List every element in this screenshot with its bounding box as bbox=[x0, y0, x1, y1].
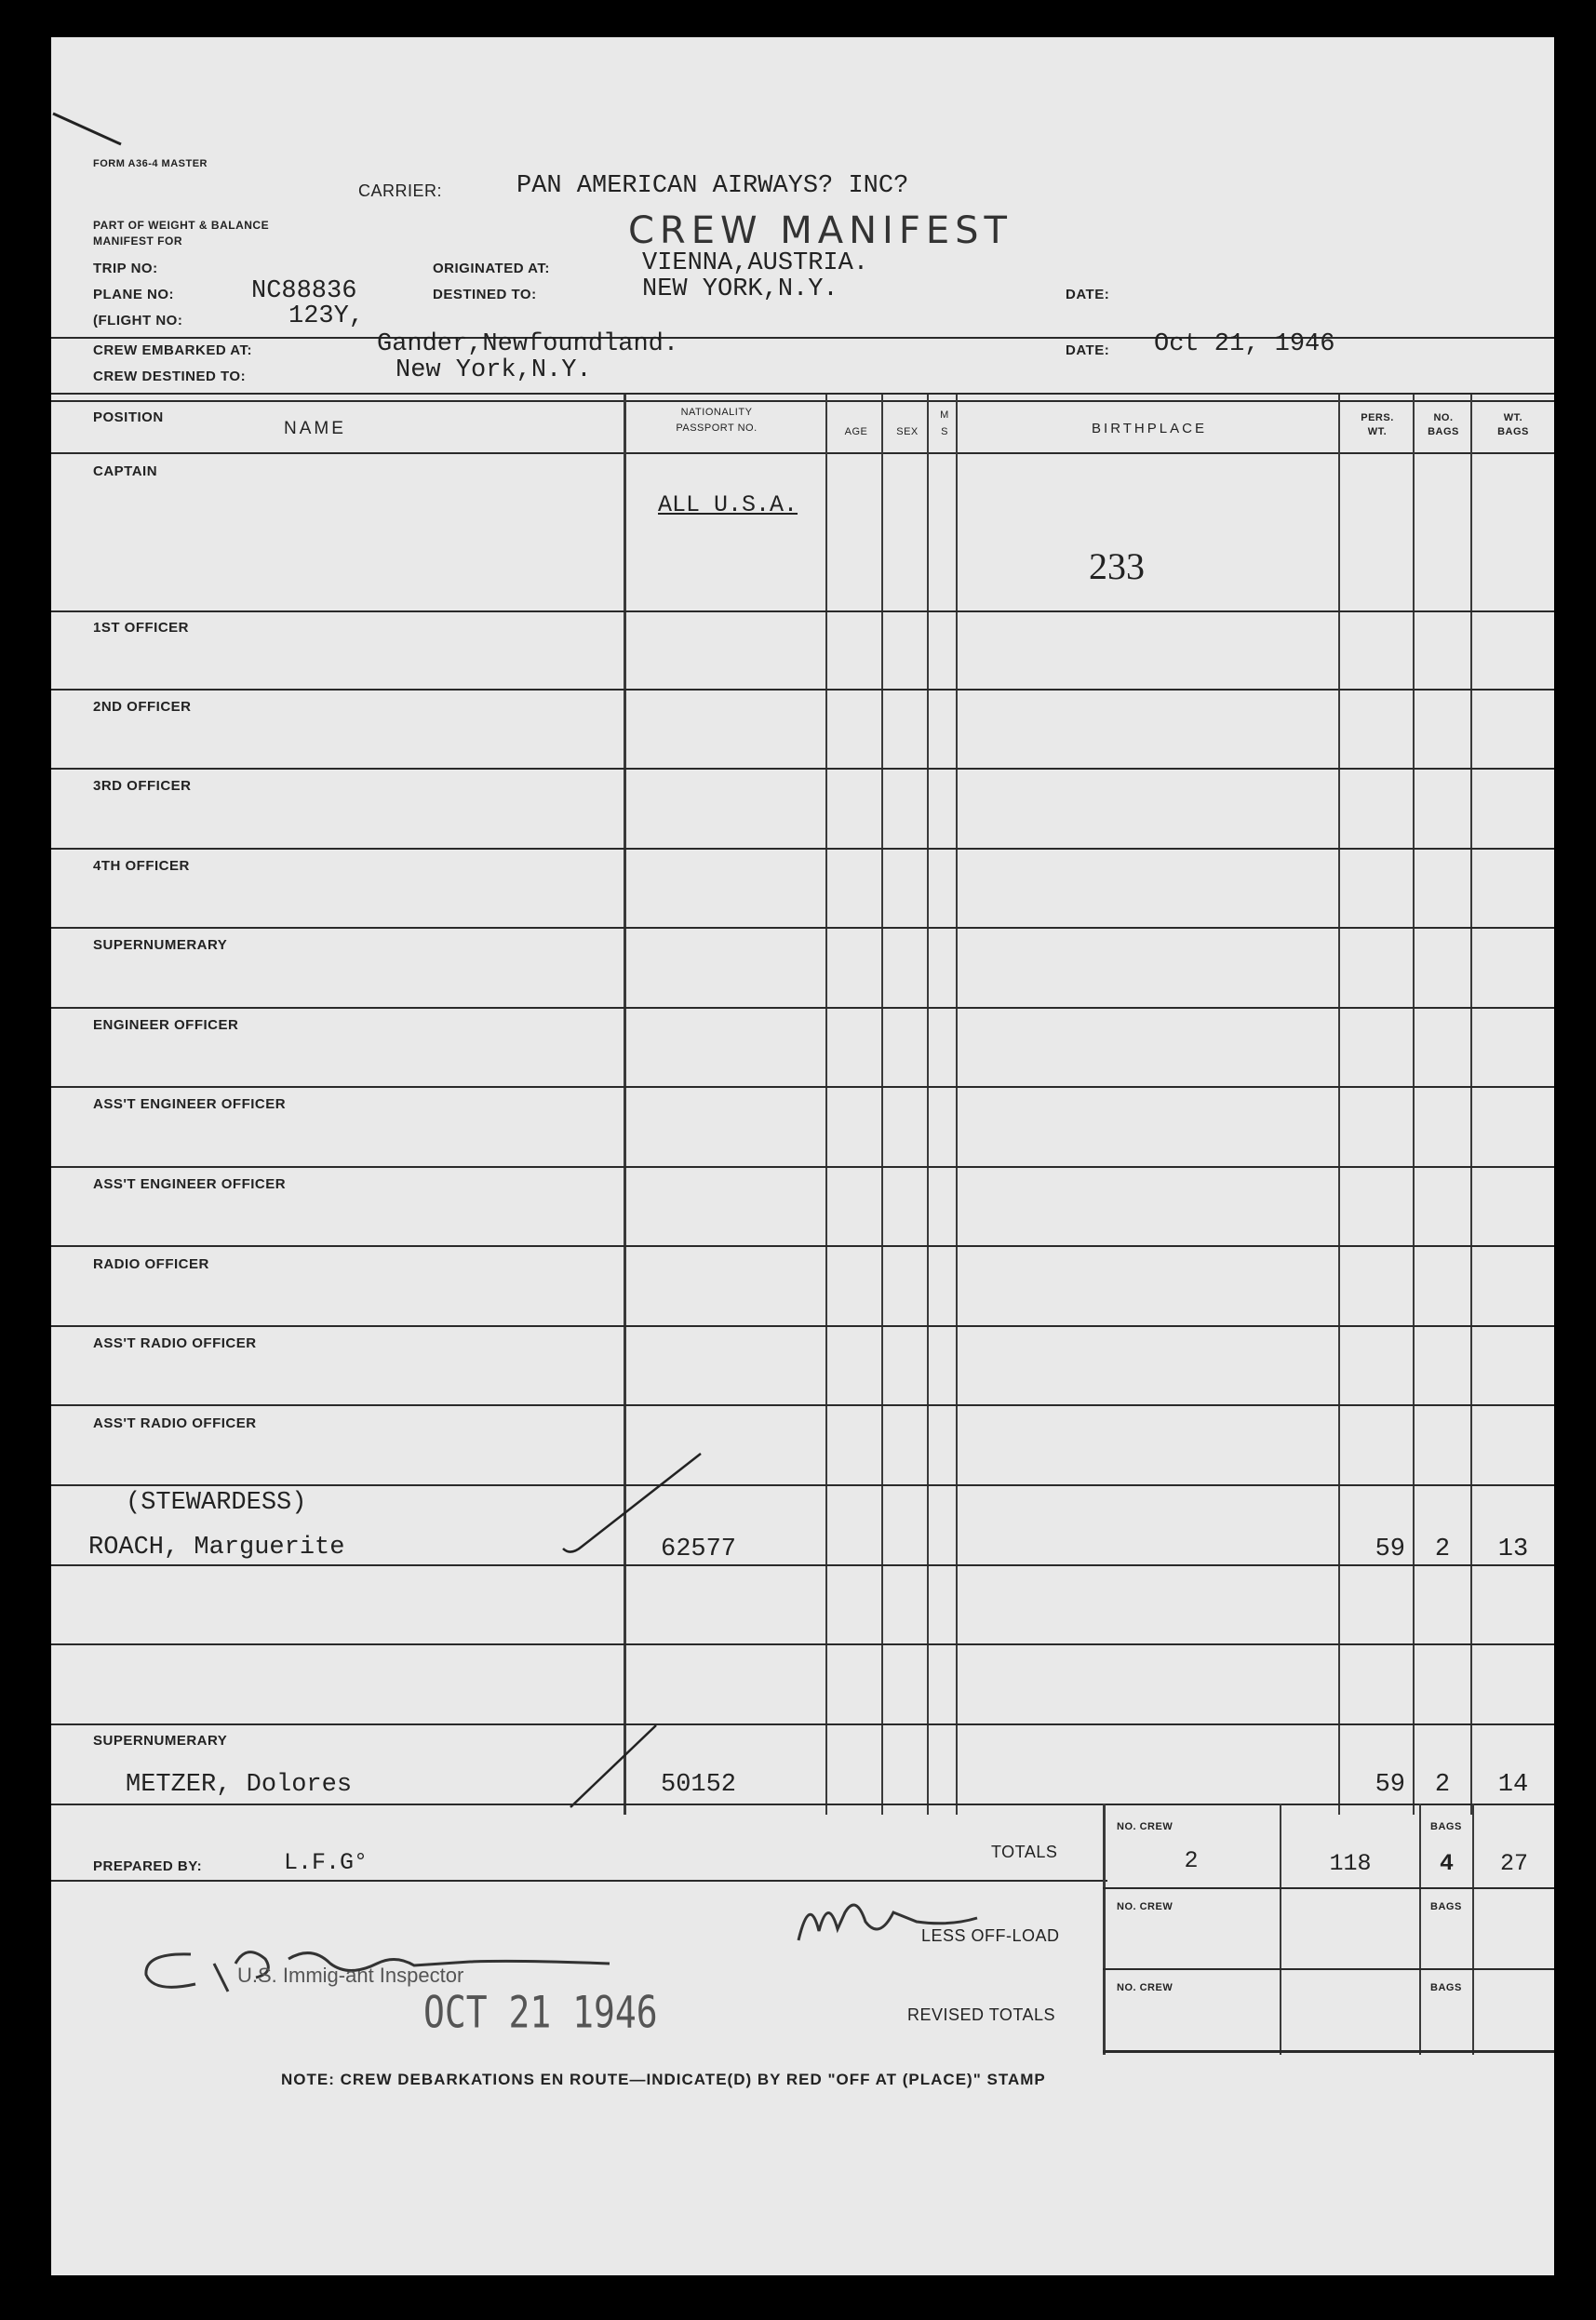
row-1st-officer: 1ST OFFICER bbox=[93, 620, 190, 636]
originated-label: ORIGINATED AT: bbox=[433, 261, 550, 276]
manifest-page bbox=[51, 37, 1554, 2275]
originated-value: VIENNA,AUSTRIA. bbox=[642, 249, 869, 277]
row-supernumerary-2: SUPERNUMERARY bbox=[93, 1733, 228, 1749]
col-ms-m: M bbox=[940, 409, 949, 421]
trip-label: TRIP NO: bbox=[93, 261, 158, 276]
row-asst-engineer-2: ASS'T ENGINEER OFFICER bbox=[93, 1176, 287, 1192]
destined-label: DESTINED TO: bbox=[433, 287, 537, 302]
stewardess-heading: (STEWARDESS) bbox=[126, 1489, 307, 1517]
row-2nd-officer: 2ND OFFICER bbox=[93, 699, 192, 715]
form-number: FORM A36-4 MASTER bbox=[93, 158, 208, 169]
vline-birthplace bbox=[1338, 395, 1340, 1815]
date-label-2: DATE: bbox=[1066, 342, 1110, 358]
revised-totals-label: REVISED TOTALS bbox=[907, 2005, 1056, 2024]
col-nationality: NATIONALITY bbox=[680, 407, 753, 418]
rule-9 bbox=[51, 1245, 1554, 1247]
total-wt-bags: 27 bbox=[1499, 1850, 1528, 1877]
totals-box-v1 bbox=[1280, 1804, 1281, 2055]
totals-rule-3 bbox=[1103, 2050, 1554, 2053]
row-asst-radio-1: ASS'T RADIO OFFICER bbox=[93, 1335, 257, 1351]
plane-label: PLANE NO: bbox=[93, 287, 174, 302]
footer-note: NOTE: CREW DEBARKATIONS EN ROUTE—INDICATE(D) BY RED "OFF AT (PLACE)" STAMP bbox=[281, 2071, 1046, 2088]
row-4th-officer: 4TH OFFICER bbox=[93, 858, 190, 874]
crew-destined-value: New York,N.Y. bbox=[396, 356, 592, 384]
row-captain: CAPTAIN bbox=[93, 463, 158, 479]
vline-bags bbox=[1470, 395, 1472, 1815]
col-no-bags: BAGS bbox=[1428, 426, 1459, 437]
metzer-name: METZER, Dolores bbox=[126, 1771, 353, 1799]
row-asst-radio-2: ASS'T RADIO OFFICER bbox=[93, 1415, 257, 1431]
col-wt: WT. bbox=[1503, 412, 1523, 423]
total-bags: 4 bbox=[1439, 1850, 1454, 1877]
metzer-bags: 2 bbox=[1434, 1771, 1451, 1799]
nationality-note: ALL U.S.A. bbox=[658, 491, 798, 518]
col-passport: PASSPORT NO. bbox=[676, 422, 758, 434]
col-ms-s: S bbox=[941, 426, 948, 437]
metzer-wt-bags: 14 bbox=[1497, 1771, 1529, 1799]
rule-7 bbox=[51, 1086, 1554, 1088]
manifest-date: Oct 21, 1946 bbox=[1154, 330, 1335, 358]
rule-8 bbox=[51, 1166, 1554, 1168]
crew-embarked-label: CREW EMBARKED AT: bbox=[93, 342, 252, 358]
stamp-date: OCT 21 1946 bbox=[423, 1986, 658, 2038]
col-birthplace: BIRTHPLACE bbox=[1092, 421, 1207, 436]
roach-bags: 2 bbox=[1434, 1535, 1451, 1563]
vline-ms bbox=[956, 395, 958, 1815]
col-name: NAME bbox=[284, 419, 346, 438]
carrier-label: CARRIER: bbox=[358, 181, 443, 200]
vline-pers bbox=[1413, 395, 1415, 1815]
column-header-rule bbox=[51, 452, 1554, 454]
row-radio-officer: RADIO OFFICER bbox=[93, 1256, 209, 1272]
totals-no-crew-label: NO. CREW bbox=[1117, 1821, 1174, 1832]
rule-11 bbox=[51, 1404, 1554, 1406]
check-mark-2 bbox=[563, 1722, 675, 1815]
roach-wt-bags: 13 bbox=[1497, 1535, 1529, 1563]
footer-rule bbox=[51, 1880, 1107, 1882]
vline-age bbox=[881, 395, 883, 1815]
rule-1 bbox=[51, 610, 1554, 612]
row-asst-engineer-1: ASS'T ENGINEER OFFICER bbox=[93, 1096, 287, 1112]
table-top-rule bbox=[51, 393, 1554, 395]
manifest-for-label: MANIFEST FOR bbox=[93, 235, 182, 248]
totals-box-left bbox=[1103, 1804, 1106, 2055]
row-supernumerary: SUPERNUMERARY bbox=[93, 937, 228, 953]
page-title: CREW MANIFEST bbox=[628, 209, 1013, 252]
col-position: POSITION bbox=[93, 409, 164, 425]
totals-rule-1 bbox=[1103, 1887, 1554, 1889]
vline-name bbox=[624, 395, 626, 1815]
plane-number: NC88836 bbox=[251, 277, 357, 305]
flight-number: 123Y, bbox=[288, 302, 365, 330]
rule-6 bbox=[51, 1007, 1554, 1009]
less-offload-label: LESS OFF-LOAD bbox=[921, 1926, 1060, 1945]
col-pers-wt: WT. bbox=[1367, 426, 1388, 437]
row-engineer-officer: ENGINEER OFFICER bbox=[93, 1017, 239, 1033]
offload-bags-label: BAGS bbox=[1430, 1901, 1462, 1912]
stamp-line: U.S. Immig-ant Inspector bbox=[237, 1964, 464, 1987]
carrier-name: PAN AMERICAN AIRWAYS? INC? bbox=[516, 172, 909, 200]
part-of-label: PART OF WEIGHT & BALANCE bbox=[93, 219, 270, 232]
metzer-pers-wt: 59 bbox=[1375, 1771, 1405, 1799]
rule-15 bbox=[51, 1723, 1554, 1725]
rule-4 bbox=[51, 848, 1554, 850]
col-wt-bags: BAGS bbox=[1497, 426, 1529, 437]
totals-rule-2 bbox=[1103, 1968, 1554, 1970]
vline-sex bbox=[927, 395, 929, 1815]
crew-destined-label: CREW DESTINED TO: bbox=[93, 369, 247, 384]
flight-label: (FLIGHT NO: bbox=[93, 313, 183, 329]
rule-12 bbox=[51, 1484, 1554, 1486]
stamp-number: 233 bbox=[1089, 545, 1145, 587]
totals-box-v2 bbox=[1419, 1804, 1421, 2055]
rule-3 bbox=[51, 768, 1554, 770]
revised-bags-label: BAGS bbox=[1430, 1982, 1462, 1993]
revised-no-crew-label: NO. CREW bbox=[1117, 1982, 1174, 1993]
rule-16 bbox=[51, 1804, 1554, 1805]
totals-label: TOTALS bbox=[991, 1843, 1058, 1861]
row-3rd-officer: 3RD OFFICER bbox=[93, 778, 192, 794]
rule-13 bbox=[51, 1564, 1554, 1566]
total-pers-wt: 118 bbox=[1329, 1850, 1372, 1877]
total-crew: 2 bbox=[1184, 1847, 1199, 1874]
offload-signature bbox=[791, 1884, 1005, 1959]
totals-bags-label: BAGS bbox=[1430, 1821, 1462, 1832]
date-label-1: DATE: bbox=[1066, 287, 1110, 302]
roach-name: ROACH, Marguerite bbox=[88, 1534, 345, 1562]
destined-value: NEW YORK,N.Y. bbox=[642, 275, 838, 303]
metzer-passport: 50152 bbox=[661, 1771, 737, 1799]
prepared-by: L.F.G° bbox=[284, 1849, 369, 1876]
col-sex: SEX bbox=[896, 426, 919, 437]
corner-mark bbox=[51, 112, 126, 149]
col-pers: PERS. bbox=[1361, 412, 1394, 423]
roach-pers-wt: 59 bbox=[1375, 1535, 1405, 1563]
vline-nationality bbox=[825, 395, 827, 1815]
col-no: NO. bbox=[1433, 412, 1454, 423]
rule-2 bbox=[51, 689, 1554, 691]
rule-5 bbox=[51, 927, 1554, 929]
table-top-rule-2 bbox=[51, 400, 1554, 402]
totals-box-v3 bbox=[1472, 1804, 1474, 2055]
crew-embarked-value: Gander,Newfoundland. bbox=[377, 330, 679, 358]
offload-no-crew-label: NO. CREW bbox=[1117, 1901, 1174, 1912]
rule-10 bbox=[51, 1325, 1554, 1327]
rule-14 bbox=[51, 1643, 1554, 1645]
roach-passport: 62577 bbox=[661, 1535, 737, 1563]
col-age: AGE bbox=[844, 426, 868, 437]
prepared-label: PREPARED BY: bbox=[93, 1858, 203, 1874]
